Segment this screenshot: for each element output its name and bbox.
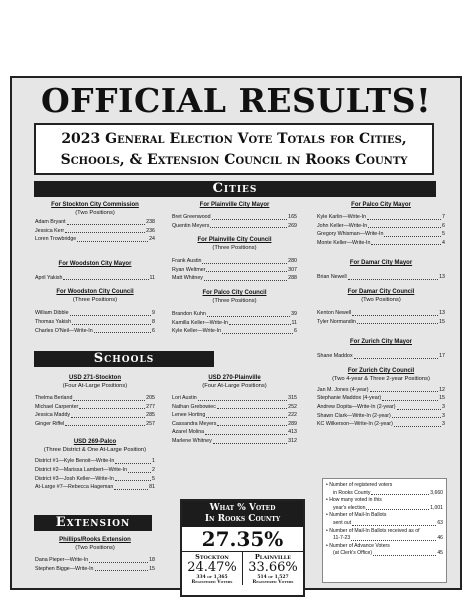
fact-item xyxy=(326,528,443,543)
candidate-name: Brian Newell xyxy=(317,274,347,281)
race-subtitle: (Four At-Large Positions) xyxy=(62,383,128,389)
candidate-name: Stephanie Maddox (4-year) xyxy=(317,395,382,402)
candidate-name: Bret Greenwood xyxy=(172,214,211,220)
vote-count: 13 xyxy=(439,309,445,316)
race-subtitle: (Three Positions) xyxy=(212,245,257,252)
city-percent: 24.47% xyxy=(187,560,237,575)
candidate-name: Kamilla Keller—Write-In xyxy=(172,319,229,326)
result-row xyxy=(35,327,155,336)
race-plainville-council xyxy=(172,236,297,283)
candidate-name: KC Wilkerson—Write-In (2-year) xyxy=(317,421,393,428)
stockton-turnout xyxy=(182,552,242,585)
voter-facts-box xyxy=(322,478,447,583)
candidate-name: Ryan Weltmer xyxy=(172,266,206,273)
result-row xyxy=(172,428,297,437)
candidate-name: Frank Austin xyxy=(172,258,202,265)
vote-count: 4 xyxy=(442,239,445,246)
result-row xyxy=(35,274,155,283)
result-row xyxy=(35,309,155,318)
result-row xyxy=(317,239,445,248)
race-title: For Plainville City Mayor xyxy=(199,202,270,208)
vote-count: 7 xyxy=(442,214,445,220)
candidate-name: Gregory Whisman—Write-In xyxy=(317,231,384,238)
vote-count: 277 xyxy=(146,403,155,410)
race-title: USD 270-Plainville xyxy=(208,375,261,381)
candidate-name: Thomas Yakish xyxy=(35,318,72,325)
candidate-name: District #3—Josh Keller—Write-In xyxy=(35,475,114,482)
race-title: For Zurich City Council xyxy=(347,367,415,374)
col-1-schools xyxy=(35,374,155,498)
vote-count: 11 xyxy=(291,319,297,326)
result-row xyxy=(172,274,297,283)
fact-line-2: (at Clerk's Office) xyxy=(333,550,373,557)
fact-item xyxy=(326,497,443,512)
candidate-name: Michael Carpenter xyxy=(35,403,79,410)
race-subtitle: (Three Positions) xyxy=(212,297,257,304)
candidate-name: Jan M. Jones (4-year) xyxy=(317,386,369,393)
result-row xyxy=(317,403,445,412)
vote-count: 15 xyxy=(439,318,445,325)
city-voters-label: Registered Voters xyxy=(191,580,233,585)
vote-count: 11 xyxy=(149,274,155,281)
city-voters-label: Registered Voters xyxy=(252,580,294,585)
city-name: Stockton xyxy=(195,553,229,561)
vote-count: 6 xyxy=(152,327,155,334)
fact-value: 45 xyxy=(437,550,443,557)
candidate-name: Quentin Meyers xyxy=(172,222,210,229)
election-title-box xyxy=(34,123,434,175)
vote-count: 165 xyxy=(288,214,297,220)
result-row xyxy=(35,403,155,412)
result-row xyxy=(317,230,445,239)
candidate-name: Brandon Kuhn xyxy=(172,310,206,317)
result-row xyxy=(172,411,297,420)
section-extension: Extension xyxy=(34,515,152,531)
result-row xyxy=(35,394,155,403)
race-title: For Zurich City Mayor xyxy=(349,339,412,346)
vote-count: 238 xyxy=(146,219,155,225)
vote-count: 81 xyxy=(149,484,155,491)
col-1-extension xyxy=(35,536,155,579)
title-line-2: Schools, & Extension Council in Rooks County xyxy=(60,152,408,168)
section-cities: Cities xyxy=(34,181,436,197)
race-zurich-council xyxy=(317,367,445,429)
city-percent: 33.66% xyxy=(248,560,298,575)
vote-count: 288 xyxy=(288,275,297,282)
race-subtitle: (Two Positions) xyxy=(75,210,115,216)
race-subtitle: (Three District & One At-Large Position) xyxy=(43,447,147,454)
race-palco-council xyxy=(172,289,297,336)
race-subtitle: (Two 4-year & Three 2-year Positions) xyxy=(332,375,430,382)
candidate-name: Shawn Clark—Write-In (2-year) xyxy=(317,412,391,419)
race-title: For Stockton City Commission xyxy=(51,202,139,208)
result-row xyxy=(35,457,155,466)
result-row xyxy=(317,318,445,327)
vote-count: 3 xyxy=(442,421,445,428)
vote-count: 2 xyxy=(152,466,155,473)
result-row xyxy=(317,394,445,403)
plainville-turnout xyxy=(242,552,303,585)
result-row xyxy=(35,420,155,429)
candidate-name: Dana Pieper—Write-In xyxy=(35,557,89,563)
race-subtitle: (Three Positions) xyxy=(72,297,118,304)
race-usd-271 xyxy=(35,374,155,428)
vote-count: 285 xyxy=(146,412,155,419)
race-title: For Palco City Mayor xyxy=(351,202,411,208)
result-row xyxy=(172,257,297,266)
candidate-name: Nathan Grebowiec xyxy=(172,403,216,410)
vote-count: 8 xyxy=(152,318,155,325)
candidate-name: Lori Austin xyxy=(172,395,197,401)
fact-value: 46 xyxy=(437,535,443,542)
fact-line-2: in Rooks County xyxy=(333,489,371,496)
result-row xyxy=(35,218,155,227)
candidate-name: April Yakish xyxy=(35,274,63,281)
race-zurich-mayor xyxy=(317,338,445,361)
candidate-name: District #2—Marissa Lambert—Write-In xyxy=(35,466,128,473)
race-subtitle: (Two Positions) xyxy=(361,296,401,303)
result-row xyxy=(317,273,445,282)
vote-count: 413 xyxy=(288,429,297,436)
vote-count: 24 xyxy=(149,236,155,243)
race-title: For Palco City Council xyxy=(202,289,267,296)
race-subtitle: (Two Positions) xyxy=(75,545,115,551)
race-palco-mayor xyxy=(317,201,445,247)
vote-count: 5 xyxy=(442,231,445,238)
candidate-name: Loren Trowbridge xyxy=(35,236,77,243)
vote-count: 205 xyxy=(146,395,155,401)
vote-count: 312 xyxy=(288,437,297,444)
vote-count: 5 xyxy=(152,475,155,482)
vote-count: 6 xyxy=(294,328,297,335)
vote-count: 307 xyxy=(288,266,297,273)
fact-item xyxy=(326,482,443,497)
candidate-name: Monte Keller—Write-In xyxy=(317,239,371,246)
race-damar-council xyxy=(317,288,445,326)
turnout-box xyxy=(180,499,305,597)
vote-count: 17 xyxy=(439,353,445,360)
race-subtitle: (Four At-Large Positions) xyxy=(202,383,267,389)
candidate-name: Thelma Berland xyxy=(35,395,73,401)
result-row xyxy=(35,475,155,484)
race-stockton-commission xyxy=(35,201,155,244)
turnout-breakdown xyxy=(182,552,303,585)
result-row xyxy=(35,556,155,565)
vote-count: 1 xyxy=(152,458,155,465)
candidate-name: Ginger Riffel xyxy=(35,420,65,427)
turnout-title-2: In Rooks County xyxy=(204,514,281,524)
fact-line-1: • Number of registered voters xyxy=(326,482,393,488)
results-page xyxy=(10,76,462,590)
candidate-name: Stephen Bigge—Write-In xyxy=(35,565,94,572)
vote-count: 252 xyxy=(288,403,297,410)
race-usd-270 xyxy=(172,374,297,446)
vote-count: 13 xyxy=(439,274,445,281)
col-2-schools xyxy=(172,374,297,452)
result-row xyxy=(317,386,445,395)
candidate-name: Jessica Maddy xyxy=(35,412,71,419)
fact-value: 63 xyxy=(437,519,443,526)
fact-line-2: 11-7-23 xyxy=(333,535,351,542)
vote-count: 289 xyxy=(288,420,297,427)
banner-title: OFFICIAL RESULTS! xyxy=(40,81,432,120)
vote-count: 18 xyxy=(149,557,155,563)
result-row xyxy=(35,411,155,420)
vote-count: 6 xyxy=(442,222,445,229)
race-woodston-mayor xyxy=(35,260,155,283)
result-row xyxy=(172,420,297,429)
section-schools: Schools xyxy=(34,351,214,367)
race-title: For Plainville City Council xyxy=(197,237,272,244)
result-row xyxy=(35,235,155,244)
title-line-1: 2023 General Election Vote Totals for Cities, xyxy=(61,131,407,147)
race-damar-mayor xyxy=(317,259,445,282)
candidate-name: Lenee Horting xyxy=(172,412,206,419)
col-1-cities xyxy=(35,201,155,341)
result-row xyxy=(172,327,297,336)
result-row xyxy=(172,394,297,403)
race-title: For Damar City Council xyxy=(347,288,415,295)
candidate-name: Shane Maddox xyxy=(317,353,353,360)
candidate-name: Kyle Karlin—Write-In xyxy=(317,214,367,220)
fact-value: 3,660 xyxy=(430,489,443,496)
race-usd-269 xyxy=(35,438,155,491)
candidate-name: Marlene Whitney xyxy=(172,437,212,444)
result-row xyxy=(172,403,297,412)
result-row xyxy=(35,466,155,475)
city-name: Plainville xyxy=(254,553,292,561)
vote-count: 15 xyxy=(439,395,445,402)
result-row xyxy=(172,222,297,231)
candidate-name: Adam Bryant xyxy=(35,219,66,225)
result-row xyxy=(317,309,445,318)
fact-item xyxy=(326,543,443,558)
race-woodston-council xyxy=(35,288,155,335)
result-row xyxy=(317,213,445,222)
vote-count: 3 xyxy=(442,412,445,419)
candidate-name: Kyle Keller—Write-In xyxy=(172,328,222,335)
candidate-name: William Dibble xyxy=(35,310,69,317)
race-title: USD 269-Palco xyxy=(73,439,117,446)
candidate-name: Jessica Kerr xyxy=(35,227,65,234)
result-row xyxy=(317,222,445,231)
candidate-name: Charles O'Neil—Write-In xyxy=(35,327,93,334)
candidate-name: Azarel Molina xyxy=(172,429,205,436)
candidate-name: Tyler Normandin xyxy=(317,318,356,325)
candidate-name: At-Large #7—Rebecca Hageman xyxy=(35,484,114,491)
result-row xyxy=(35,483,155,492)
vote-count: 236 xyxy=(146,227,155,234)
result-row xyxy=(172,266,297,275)
vote-count: 222 xyxy=(288,412,297,419)
vote-count: 269 xyxy=(288,222,297,229)
county-turnout-percent: 27.35% xyxy=(182,527,303,552)
col-2-cities xyxy=(172,201,297,342)
result-row xyxy=(317,420,445,429)
race-title: For Woodston City Mayor xyxy=(58,260,132,267)
result-row xyxy=(35,565,155,574)
fact-line-1: • Number of Advance Voters xyxy=(326,542,390,549)
race-title: For Damar City Mayor xyxy=(349,260,413,267)
race-title: Phillips/Rooks Extension xyxy=(59,537,131,543)
candidate-name: Andrew Dopita—Write-In (2-year) xyxy=(317,403,396,410)
candidate-name: Matt Whitney xyxy=(172,275,203,282)
candidate-name: Kenton Newell xyxy=(317,309,352,316)
fact-line-1: • Number of Mail-In Ballots received as of xyxy=(326,527,420,534)
race-title: For Woodston City Council xyxy=(56,289,134,296)
result-row xyxy=(317,412,445,421)
turnout-header xyxy=(182,501,303,527)
result-row xyxy=(172,319,297,328)
fact-line-2: year's election xyxy=(333,504,366,511)
vote-count: 15 xyxy=(149,565,155,572)
vote-count: 39 xyxy=(291,310,297,317)
candidate-name: John Keller—Write-In xyxy=(317,222,368,229)
fact-line-2: sent out xyxy=(333,519,352,526)
result-row xyxy=(35,318,155,327)
fact-item xyxy=(326,512,443,527)
fact-line-1: • Number of Mail-In Ballots xyxy=(326,512,387,519)
vote-count: 280 xyxy=(288,258,297,265)
result-row xyxy=(35,227,155,236)
result-row xyxy=(172,310,297,319)
turnout-title-1: What % Voted xyxy=(209,503,276,513)
result-row xyxy=(317,352,445,361)
candidate-name: Cassandra Meyers xyxy=(172,420,217,427)
candidate-name: District #1—Kyle Benoit—Write-In xyxy=(35,458,115,465)
race-extension xyxy=(35,536,155,573)
vote-count: 315 xyxy=(288,395,297,401)
vote-count: 257 xyxy=(146,420,155,427)
col-3-cities xyxy=(317,201,445,435)
race-plainville-mayor xyxy=(172,201,297,230)
city-voters: 514 of 1,527 xyxy=(257,575,289,580)
race-title: USD 271-Stockton xyxy=(68,375,121,381)
result-row xyxy=(172,437,297,446)
vote-count: 12 xyxy=(439,386,445,393)
result-row xyxy=(172,213,297,222)
fact-value: 1,001 xyxy=(430,504,443,511)
city-voters: 334 of 1,365 xyxy=(196,575,228,580)
vote-count: 3 xyxy=(442,403,445,410)
vote-count: 9 xyxy=(152,310,155,317)
fact-line-1: • How many voted in this xyxy=(326,497,382,504)
